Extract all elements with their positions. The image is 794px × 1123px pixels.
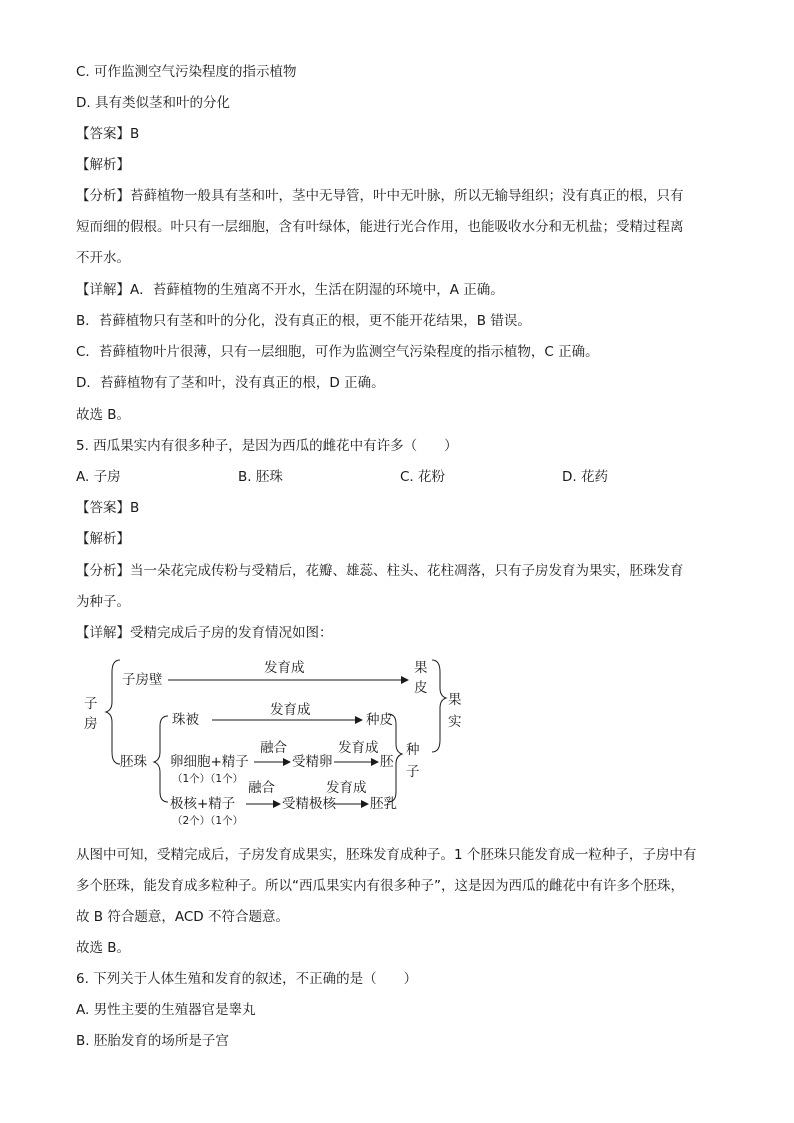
- label-develops-4: 发育成: [326, 780, 367, 796]
- option-c-q4: C. 可作监测空气污染程度的指示植物: [76, 64, 297, 80]
- question-6: 6. 下列关于人体生殖和发育的叙述，不正确的是（ ）: [76, 971, 418, 987]
- brace-ovary: [106, 660, 120, 764]
- label-seed-1: 种: [406, 742, 420, 758]
- analysis-label-q5: 【解析】: [76, 531, 130, 547]
- option-d-q4: D. 具有类似茎和叶的分化: [76, 95, 230, 111]
- detail-text-q4-d: D．苔藓植物有了茎和叶，没有真正的根，D 正确。: [76, 375, 385, 391]
- label-fuse-2: 融合: [248, 780, 275, 796]
- detail-text-q4-b: B．苔藓植物只有茎和叶的分化，没有真正的根，更不能开花结果，B 错误。: [76, 313, 531, 329]
- label-pericarp-1: 果: [414, 660, 428, 676]
- analysis-text-q5-line2: 为种子。: [76, 594, 130, 610]
- label-seed-coat: 种皮: [366, 712, 393, 728]
- label-endosperm: 胚乳: [370, 796, 397, 812]
- label-integument: 珠被: [172, 712, 199, 728]
- label-pericarp-2: 皮: [414, 680, 428, 696]
- option-c-q5: C. 花粉: [400, 469, 446, 485]
- answer-label-q5: 【答案】B: [76, 500, 140, 516]
- detail-text-q4-c: C．苔藓植物叶片很薄，只有一层细胞，可作为监测空气污染程度的指示植物，C 正确。: [76, 344, 599, 360]
- ovary-development-diagram: [76, 652, 476, 832]
- label-fertilized-polar: 受精极核: [282, 796, 336, 812]
- option-d-q5: D. 花药: [562, 469, 608, 485]
- label-ovary-wall: 子房壁: [122, 672, 163, 688]
- label-zygote: 受精卵: [292, 754, 333, 770]
- label-develops-2: 发育成: [270, 702, 311, 718]
- question-5: 5. 西瓜果实内有很多种子，是因为西瓜的雌花中有许多（ ）: [76, 438, 458, 454]
- label-embryo: 胚: [380, 754, 394, 770]
- option-a-q6: A. 男性主要的生殖器官是睾丸: [76, 1002, 256, 1018]
- analysis-text-q5-line1: 【分析】当一朵花完成传粉与受精后，花瓣、雄蕊、柱头、花柱凋落，只有子房发育为果实，胚珠发育: [76, 563, 684, 579]
- label-fuse-1: 融合: [260, 740, 287, 756]
- detail-text-q4-a: 【详解】A．苔藓植物的生殖离不开水，生活在阴湿的环境中，A 正确。: [76, 282, 504, 298]
- label-seed-2: 子: [406, 764, 420, 780]
- label-count-1: （1个）（1个）: [172, 773, 244, 785]
- answer-label-q4: 【答案】B: [76, 126, 140, 142]
- label-develops-1: 发育成: [264, 660, 305, 676]
- label-polar-sperm: 极核+精子: [170, 796, 236, 812]
- conclusion-q5: 故选 B。: [76, 940, 131, 956]
- conclusion-q4: 故选 B。: [76, 407, 131, 423]
- explanation-q5-line3: 故 B 符合题意，ACD 不符合题意。: [76, 909, 289, 925]
- label-ovary-2: 房: [84, 716, 98, 732]
- analysis-text-q4-line1: 【分析】苔藓植物一般具有茎和叶，茎中无导管，叶中无叶脉，所以无输导组织；没有真正的根，只有: [76, 188, 684, 204]
- brace-ovule: [154, 716, 168, 802]
- analysis-label-q4: 【解析】: [76, 157, 130, 173]
- explanation-q5-line1: 从图中可知，受精完成后，子房发育成果实，胚珠发育成种子。1 个胚珠只能发育成一粒种子，子房中有: [76, 847, 697, 863]
- label-fruit-1: 果: [448, 692, 462, 708]
- explanation-q5-line2: 多个胚珠，能发育成多粒种子。所以“西瓜果实内有很多种子”，这是因为西瓜的雌花中有许多个胚珠，: [76, 878, 684, 894]
- analysis-text-q4-line3: 不开水。: [76, 250, 130, 266]
- option-b-q5: B. 胚珠: [238, 469, 283, 485]
- label-fruit-2: 实: [448, 714, 462, 730]
- detail-text-q5: 【详解】受精完成后子房的发育情况如图：: [76, 625, 333, 641]
- label-develops-3: 发育成: [338, 740, 379, 756]
- brace-fruit: [432, 660, 446, 752]
- option-a-q5: A. 子房: [76, 469, 121, 485]
- label-ovary-1: 子: [84, 696, 98, 712]
- label-count-2: （2个）（1个）: [172, 815, 244, 827]
- label-egg-sperm: 卵细胞+精子: [170, 754, 249, 770]
- analysis-text-q4-line2: 短而细的假根。叶只有一层细胞，含有叶绿体，能进行光合作用，也能吸收水分和无机盐；受精过程离: [76, 219, 684, 235]
- option-b-q6: B. 胚胎发育的场所是子宫: [76, 1033, 229, 1049]
- label-ovule: 胚珠: [120, 754, 147, 770]
